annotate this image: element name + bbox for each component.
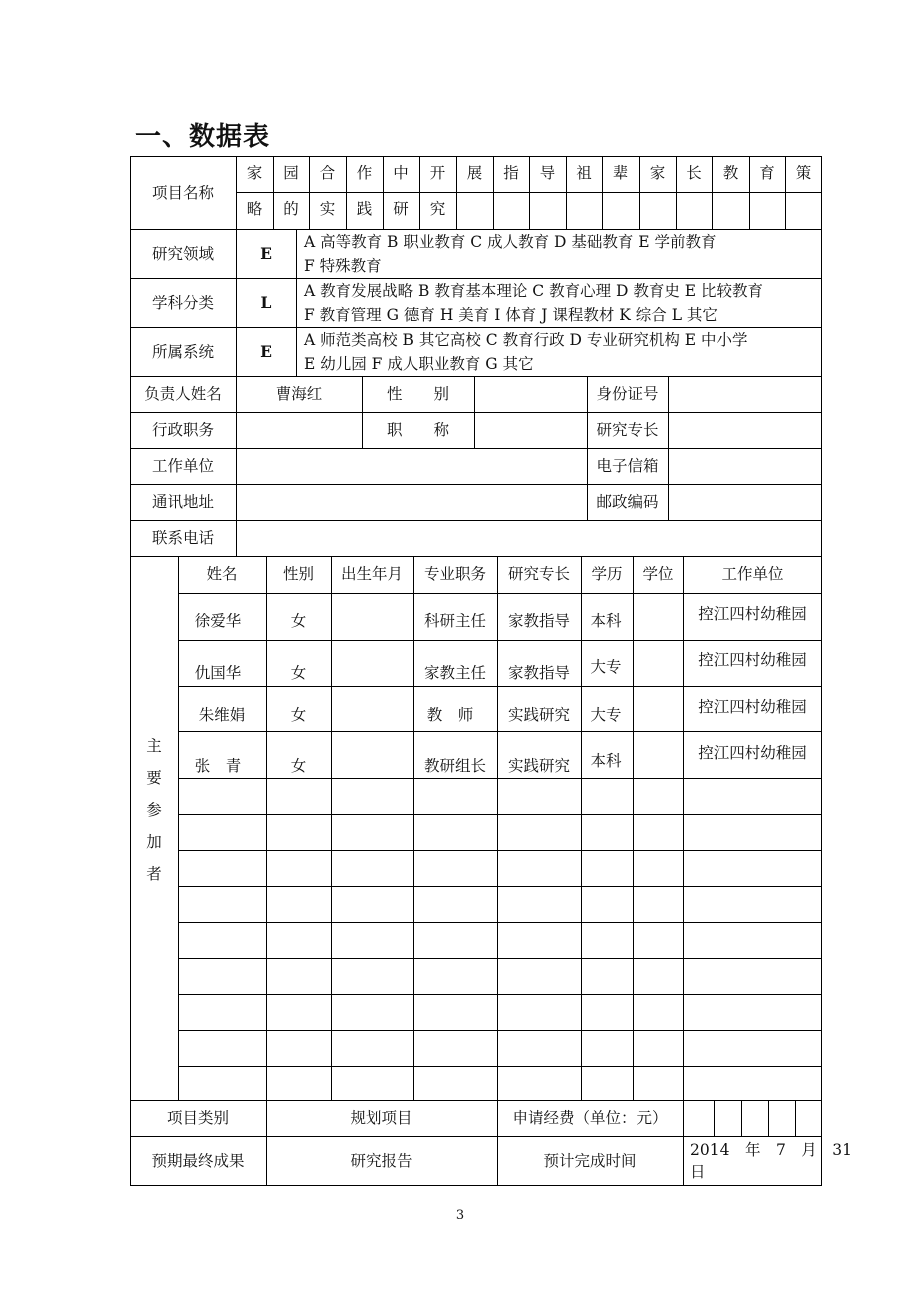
specialty-label: 研究专长 [596,421,659,439]
participants-side-label: 者 [146,865,162,883]
finish-time-value-2: 日 [690,1163,706,1181]
project-name-char: 实 [319,200,336,218]
col-header: 研究专长 [507,565,570,583]
participant-specialty: 家教指导 [507,612,570,630]
phone-label: 联系电话 [151,529,214,547]
system-options-2: E 幼儿园 F 成人职业教育 G 其它 [304,355,534,373]
leader-name-label: 负责人姓名 [144,385,222,403]
participant-position: 家教主任 [423,664,486,682]
participants-side-label: 参 [146,801,162,819]
research-field-options: A 高等教育 B 职业教育 C 成人教育 D 基础教育 E 学前教育 [304,233,717,251]
participant-education: 大专 [590,706,622,724]
participant-education: 本科 [590,752,622,770]
participant-name: 仇国华 [194,664,242,682]
participant-name: 徐爱华 [194,612,242,630]
participant-position: 科研主任 [423,612,486,630]
project-category-label: 项目类别 [166,1109,229,1127]
page-number: 3 [455,1208,465,1223]
participants-side-label: 主 [146,737,162,755]
participant-gender: 女 [290,757,307,775]
participants-side-label: 加 [146,833,162,851]
page-title: 一、数据表 [135,122,271,152]
project-name-char: 合 [319,164,336,182]
project-name-char: 开 [429,164,446,182]
col-header: 性别 [282,565,314,583]
participant-name: 朱维娟 [198,706,246,724]
participant-gender: 女 [290,664,307,682]
postcode-label: 邮政编码 [596,493,659,511]
project-name-label: 项目名称 [151,184,214,202]
participant-specialty: 实践研究 [507,757,570,775]
email-label: 电子信箱 [596,457,659,475]
col-header: 工作单位 [721,565,784,583]
subject-options-2: F 教育管理 G 德育 H 美育 I 体育 J 课程教材 K 综合 L 其它 [304,306,718,324]
participants-side-label: 要 [146,769,162,787]
title-label: 职 称 [386,421,449,439]
expected-result-label: 预期最终成果 [151,1152,245,1170]
project-name-char: 策 [795,164,812,182]
expected-result-value: 研究报告 [350,1152,413,1170]
participant-unit: 控江四村幼稚园 [698,698,807,716]
system-options: A 师范类高校 B 其它高校 C 教育行政 D 专业研究机构 E 中小学 [304,331,748,349]
participant-unit: 控江四村幼稚园 [698,651,807,669]
participant-education: 本科 [590,612,622,630]
finish-time-value: 2014 年 7 月 31 [690,1141,853,1159]
col-header: 学历 [591,565,623,583]
system-label: 所属系统 [151,343,214,361]
system-code: E [260,342,272,361]
funding-label: 申请经费（单位：元） [512,1109,668,1127]
participant-gender: 女 [290,706,307,724]
finish-time-label: 预计完成时间 [543,1152,637,1170]
participant-position: 教研组长 [423,757,486,775]
project-name-char: 指 [503,164,519,182]
subject-label: 学科分类 [151,294,214,312]
project-name-char: 家 [649,164,666,182]
participant-name: 张 青 [194,757,242,775]
col-header: 专业职务 [423,565,486,583]
subject-code: L [260,293,272,312]
participant-position: 教 师 [426,706,474,724]
col-header: 姓名 [206,565,238,583]
project-name-char: 中 [393,164,409,182]
project-name-char: 辈 [612,164,629,182]
project-name-char: 导 [539,164,556,182]
project-name-char: 园 [283,164,299,182]
col-header: 出生年月 [340,565,403,583]
research-field-code: E [260,244,272,263]
research-field-label: 研究领域 [151,245,214,263]
project-name-char: 究 [429,200,446,218]
research-field-options-2: F 特殊教育 [304,257,382,275]
participant-education: 大专 [590,658,622,676]
project-name-char: 家 [246,164,263,182]
project-name-char: 祖 [576,164,592,182]
participant-specialty: 实践研究 [507,706,570,724]
gender-label: 性 别 [386,385,449,403]
address-label: 通讯地址 [151,493,214,511]
project-name-char: 教 [722,164,739,182]
project-category-value: 规划项目 [350,1109,413,1127]
id-number-label: 身份证号 [596,385,659,403]
participant-unit: 控江四村幼稚园 [698,744,807,762]
subject-options: A 教育发展战略 B 教育基本理论 C 教育心理 D 教育史 E 比较教育 [304,282,764,300]
col-header: 学位 [642,565,674,583]
work-unit-label: 工作单位 [151,457,214,475]
project-name-char: 长 [686,164,702,182]
project-name-char: 展 [466,164,483,182]
participant-gender: 女 [290,612,307,630]
project-name-char: 的 [283,200,299,218]
leader-name-value: 曹海红 [275,385,323,403]
project-name-char: 作 [356,164,373,182]
project-name-char: 研 [393,200,409,218]
admin-position-label: 行政职务 [151,421,214,439]
participant-unit: 控江四村幼稚园 [698,605,807,623]
project-name-char: 践 [356,200,373,218]
project-name-char: 育 [759,164,775,182]
participant-specialty: 家教指导 [507,664,570,682]
project-name-char: 略 [246,200,263,218]
